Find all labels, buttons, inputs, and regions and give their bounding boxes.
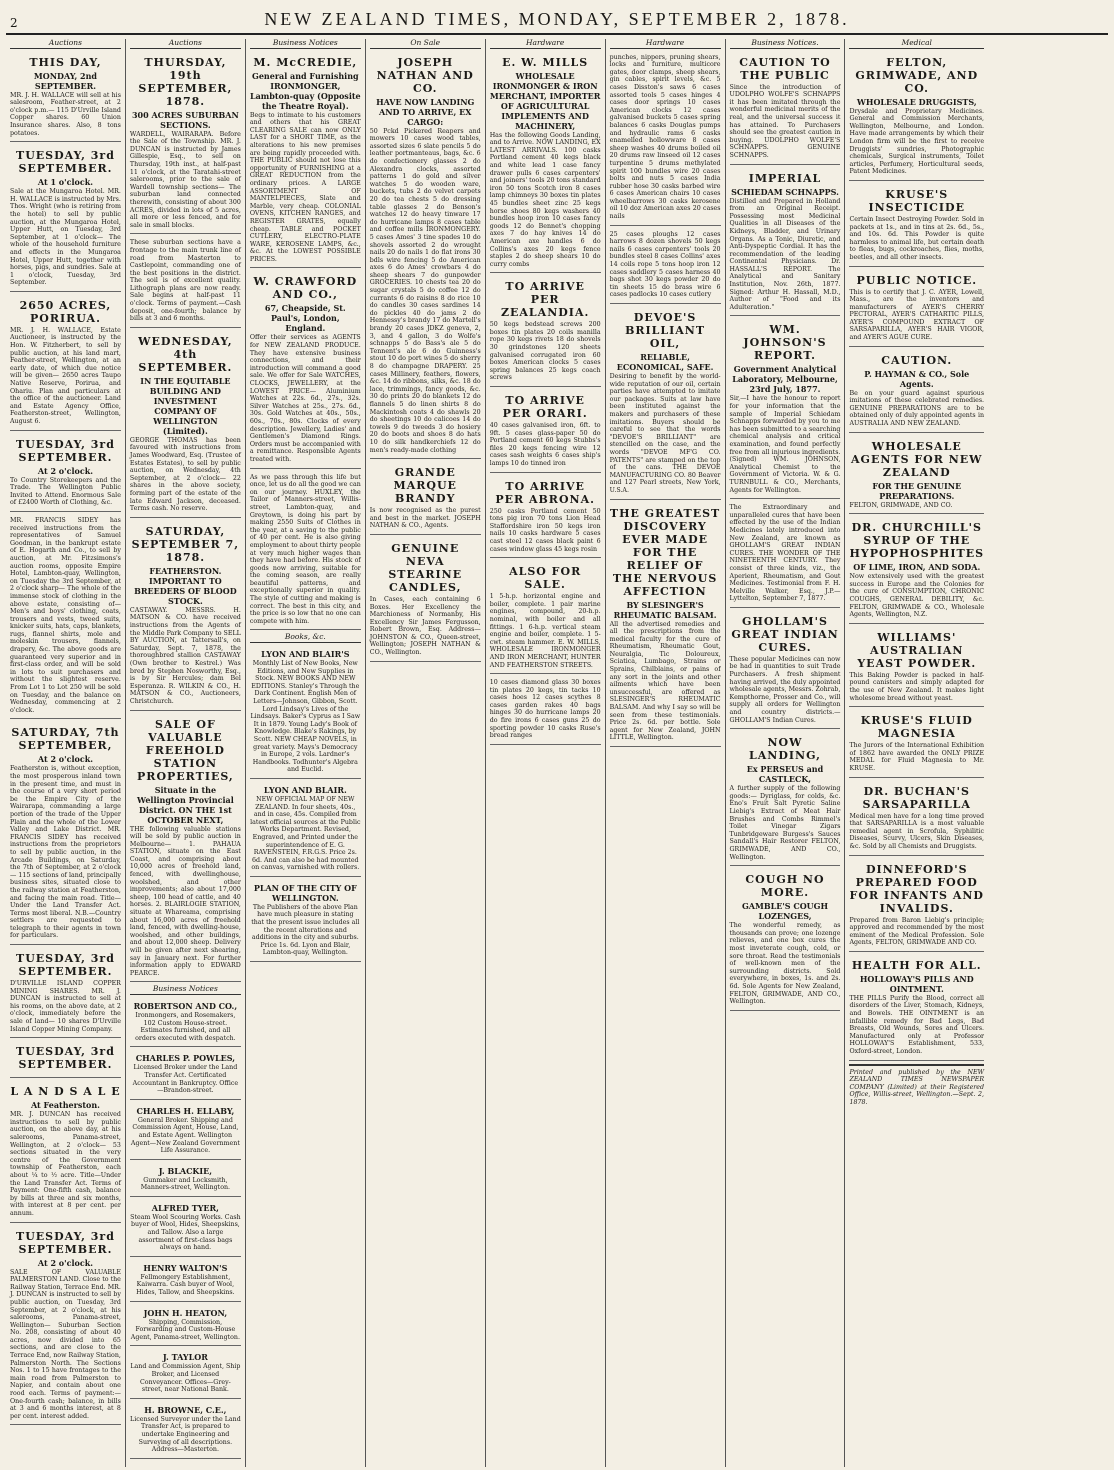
ad-subtitle: SCHIEDAM SCHNAPPS. [731, 186, 839, 197]
notice-item [130, 1200, 241, 1257]
advertisement [490, 52, 601, 274]
ad-title: 2650 ACRES, PORIRUA. [19, 298, 112, 325]
ad-body: punches, nippers, pruning shears, locks and furniture, multicore gates, door clamps, sheep shears, gin cables, spirit levels, &c. 5 cases Disston's saws 6 cases assorted tools 5 cases hinges 4 cases door springs 10 cases American clocks 12 cases galvanised buckets 5 cases spring balances 6 casks Douglas pumps and hydraulic rams 6 casks enamelled hollowware 8 cases sheep washes 40 drums boiled oil 20 drums raw linseed oil 12 cases turpentine 5 drums methylated spirit 100 bundles wire 20 cases bolts and nuts 5 cases India rubber hose 30 casks barbed wire 6 cases American chairs 10 cases wheelbarrows 30 casks kerosene oil 10 doz American axes 20 cases nails [609, 53, 721, 221]
advertisement [370, 52, 481, 460]
ad-title: CAUTION. [881, 353, 953, 367]
imprint: Printed and published by the NEW ZEALAND TIMES NEWSPAPER COMPANY (Limited) at their Registered Office, Willis-street, Wellington.—Sept. 2, 1878. [849, 1068, 985, 1106]
advertisement [730, 732, 841, 866]
ad-body: Is now recognised as the purest and best in the market. JOSEPH NATHAN & CO., Agents. [369, 507, 481, 530]
notice-description: NEW OFFICIAL MAP OF NEW ZEALAND. In four sheets, 40s., and in case, 45s. Compiled from latest official sources at the Public Works Department. Revised, Engraved, and Printed under the superintendence of E. G. RAVENSTEIN, F.R.G.S. Price 2s. 6d. And can also be had mounted on canvas, varnished with rollers. [250, 795, 361, 872]
advertisement [130, 331, 241, 518]
column-heading: Hardware [490, 39, 601, 49]
advertisement [730, 611, 841, 729]
ad-body: To Country Storekeepers and the Trade. The Wellington Public Invited to Attend. Enormous Sale of £2400 Worth of Clothing, &c. [10, 476, 121, 507]
notice-name: LYON AND BLAIR'S [261, 649, 350, 660]
ad-subtitle: HAVE NOW LANDING AND TO ARRIVE, EX CARGO: [376, 96, 475, 127]
advertisement [849, 436, 984, 515]
ad-body: Medical men have for a long time proved that SARSAPARILLA is a most valuable remedial agent in Scrofula, Syphilitic Diseases, Scurvy, Ulcers, Skin Diseases, &c. Sold by all Chemists and Druggists. [849, 812, 985, 850]
ad-title: IMPERIAL [748, 171, 822, 185]
newspaper-column [845, 39, 988, 1467]
ad-title: KRUSE'S FLUID MAGNESIA [860, 714, 973, 741]
ad-body: All the advertised remedies and all the prescriptions from the medical faculty for the cure of Rheumatism, Rheumatic Gout, Neuralgia, Tic Doloureux, Sciatica, Lumbago, Strains or Sprains, Chilblains, or pains of any sort in the joints and other ailments which have been unsuccessful, are offered as SLESINGER'S RHEUMATIC BALSAM. And why I say so will be seen from these testimonials. Price 2s. 6d. per bottle. Sole agent for New Zealand, JOHN LITTLE, Wellington. [609, 620, 721, 742]
ad-body: MR. FRANCIS SIDEY has received instructions from the representatives of Samuel Goodman, in the bankrupt estate of E. Hogarth and Co., to sell by auction, at Mr. Fitzsimons's auction rooms, opposite Empire Hotel, Lambton-quay, Wellington, on Tuesday the 3rd September, at 2 o'clock sharp— The whole of the immense stock of clothing in the above estate, consisting of— Men's and boys' clothing, coats, trousers and vests, tweed suits, knicker suits, hats, caps, blankets, rugs, flannel shirts, mole and moleskin trousers, flannels, drapery, &c. The above goods are guaranteed very superior and in first-class order, and will be sold in lots to suit purchasers and without the slightest reserve. From Lot 1 to Lot 250 will be sold on Tuesday, and the balance on Wednesday, commencing at 2 o'clock. [10, 516, 121, 714]
notice-item [130, 1103, 241, 1160]
ad-body: 250 casks Portland cement 50 tons pig iron 70 tons Lion Head Staffordshire iron 50 kegs iron nails 10 casks hardware 5 cases cast steel 12 cases black paint 6 cases window glass 45 kegs rosin [489, 507, 601, 553]
notice-item [250, 880, 361, 962]
ad-title: DR. BUCHAN'S SARSAPARILLA [862, 784, 971, 811]
ad-body: 10 cases diamond glass 30 boxes tin plates 20 kegs, tin tacks 10 cases hoes 12 cases scythes 8 cases garden rakes 40 bags hinges 30 do hurricane lamps 20 do fire irons 6 cases guns 25 do sporting powder 10 casks Ruse's bread ranges [489, 679, 601, 740]
ad-title: THURSDAY, 19th SEPTEMBER, 1878. [138, 55, 233, 108]
notice-name: ALFRED TYER, [151, 1202, 219, 1213]
ad-body: As we pass through this life but once, let us do all the good we can on our journey. HUXLEY, the Tailor of Manners-street, Willis-street, Lambton-quay, and Greytown, is doing his part by making 2550 Suits of Clothes in the year, at a saving to the public of 40 per cent. He is also giving employment to about thirty people at very much higher wages than they have had before. His stock of goods now arriving, suitable for the coming season, are really beautiful patterns, and exceptionally superior in quality. The style of cutting and making is correct. The best in this city, and the price is so low that no one can compete with him. [249, 473, 361, 625]
newspaper-column [126, 39, 246, 1467]
advertisement [370, 538, 481, 662]
advertisement [10, 1081, 121, 1222]
notice-name: J. BLACKIE, [158, 1165, 213, 1176]
ad-subtitle: GAMBLE'S COUGH LOZENGES, [741, 901, 829, 922]
ad-body: Desiring to benefit by the world-wide reputation of our oil, certain parties have attempted to imitate our packages. Suits at law have been instituted against the makers and purchasers of these imitations. Buyers should be careful to see that the words "DEVOE'S BRILLIANT" are stencilled on the case, and the words "DEVOE MF'G CO. PATENTS" are stamped on the top of the cans. THE DEVOE MANUFACTURING CO. 80 Beaver and 127 Pearl streets, New York, U.S.A. [609, 373, 721, 494]
advertisement [849, 517, 984, 624]
ad-title: ALSO FOR SALE. [509, 565, 582, 592]
notice-description: Land and Commission Agent, Ship Broker, and Licensed Conveyancer. Offices—Grey-street, near National Bank. [130, 1363, 241, 1394]
ad-body: 1 5-h.p. horizontal engine and boiler, complete. 1 pair marine engines, compound, 20-h.p. nominal, with boiler and all fittings. 1 6-h.p. vertical steam engine and boiler, complete. 1 5-cwt. steam hammer. E. W. MILLS, WHOLESALE IRONMONGER AND IRON MERCHANT, HUNTER AND FEATHERSTON STREETS. [489, 593, 601, 669]
ad-subtitle: RELIABLE, ECONOMICAL, SAFE. [616, 352, 714, 372]
ad-title: E. W. MILLS [502, 55, 589, 69]
ad-title: SATURDAY, SEPTEMBER 7, 1878. [131, 524, 240, 564]
ad-subtitle: WHOLESALE DRUGGISTS, [856, 96, 977, 107]
notice-item [130, 1402, 241, 1459]
ad-body: Distilled and Prepared in Holland from an Original Receipt. Possessing most Medicinal Qualities in all Diseases of the Kidneys, Bladder, and Urinary Organs. As a Tonic, Diuretic, and Anti-Dyspeptic Cordial. It has the recommendation of the leading Continental Physicians. Dr. HASSALL'S REPORT. The Analytical and Sanitary Institution, Nov. 26th, 1877. Signed: Arthur H. Hassall, M.D., Author of "Food and its Adulteration." [729, 197, 841, 311]
notice-item [130, 1349, 241, 1398]
ad-subtitle: FOR THE GENUINE PREPARATIONS. [872, 480, 962, 501]
notice-description: The Publishers of the above Plan have much pleasure in stating that the present issue includes all the recent alterations and additions in the city and suburbs. Price 1s. 6d. Lyon and Blair, Lambton-quay, Wellington. [251, 903, 360, 957]
ad-subtitle: 300 ACRES SUBURBAN SECTIONS. [131, 109, 239, 130]
ad-body: 25 cases ploughs 12 cases harrows 8 dozen shovels 50 kegs nails 6 cases carpenters' tools 20 bundles steel 8 cases Collins' axes 14 coils rope 5 tons hoop iron 12 cases saddlery 5 cases harness 40 bags shot 30 kegs powder 20 do tin sheets 15 do brass wire 6 cases padlocks 10 cases cutlery [609, 230, 721, 299]
advertisement [10, 295, 121, 431]
notice-item [130, 1260, 241, 1302]
ad-body: THE following valuable stations will be sold by public auction in Melbourne— 1. PAHAUA STATION, situate on the East Coast, and comprising about 10,000 acres of freehold land, fenced, with dwellinghouse, woolshed, and other improvements; also about 17,000 sheep, 100 head of cattle, and 40 horses. 2. BLAIRLOGIE STATION, situate at Whareama, comprising about 16,000 acres of freehold land, fenced, with dwelling-house, woolshed, and other buildings, and about 12,000 sheep. Delivery will be given after next shearing, say in January next. For further information apply to EDWARD PEARCE. [129, 825, 241, 977]
ad-subtitle: At 1 o'clock. [37, 177, 94, 188]
advertisement [490, 677, 601, 745]
column-heading: Auctions [10, 39, 121, 49]
ad-body: SALE OF VALUABLE PALMERSTON LAND. Close to the Railway Station, Terrace End. MR. J. DUNCAN is instructed to sell by public auction, on Tuesday, 3rd September, at 2 o'clock, at his salerooms, Panama-street, Wellington— Suburban Section No. 208, consisting of about 40 acres, now divided into 65 sections, and are close to the Terrace End, now Railway Station, Palmerston North. The Sections Nos. 1 to 15 have frontages to the main road from Palmerston to Napier, and contain about one rood each. Terms of payment:—One-fourth cash; balance, in bills at 3 and 6 months interest, at 8 per cent. interest added. [10, 1268, 121, 1420]
column-heading: Auctions [130, 39, 241, 49]
advertisement [730, 52, 841, 165]
ad-title: M. McCREDIE, [253, 55, 358, 69]
ad-subtitle: 67, Cheapside, St. Paul's, London, England. [264, 303, 346, 334]
ad-subtitle: IN THE EQUITABLE BUILDING AND INVESTMENT COMPANY OF WELLINGTON (Limited). [140, 375, 231, 436]
ad-subtitle: P. HAYMAN & CO., Sole Agents. [864, 368, 970, 389]
advertisement [730, 869, 841, 1011]
ad-body: Sir,—I have the honour to report for your information that the sample of Imperial Schiedam Schnapps forwarded by you to me has been submitted to a searching chemical analysis and critical examination, and found perfectly free from all injurious ingredients. (Signed) WM. JOHNSON, Analytical Chemist to the Government of Victoria. W. & G. TURNBULL & CO., Merchants, Agents for Wellington. [729, 395, 841, 494]
notice-item [130, 1163, 241, 1197]
column-heading: Business Notices [250, 39, 361, 49]
notice-name: JOHN H. HEATON, [143, 1307, 228, 1318]
column-heading: Medical [849, 39, 984, 49]
ad-body: WARDELL, WAIRARAPA. Before the Sale of the Township. MR. J. DUNCAN is instructed by James Gillespie, Esq., to sell on Thursday, 19th inst., at half-past 11 o'clock, at the Taratahi-street salerooms, prior to the sale of Wardell township sections— The suburban land connected therewith, consisting of about 300 ACRES, divided in lots of 5 acres, all more or less fenced, and for sale in small blocks. [129, 130, 241, 229]
advertisement [490, 390, 601, 473]
advertisement [490, 476, 601, 559]
ad-title: L A N D S A L E [10, 1085, 121, 1099]
notice-description: Ironmongers, and Rosemakers, 102 Custom House-street. Estimates furnished, and all orders executed with despatch. [135, 1011, 236, 1042]
notice-item [130, 1050, 241, 1099]
ad-subtitle: WHOLESALE IRONMONGER & IRON MERCHANT, IMPORTER OF AGRICULTURAL IMPLEMENTS AND MACHINERY, [489, 70, 601, 131]
column-heading: On Sale [370, 39, 481, 49]
ad-subtitle: Ex PERSEUS and CASTLECK, [746, 764, 824, 785]
ad-title: THIS DAY, [29, 55, 102, 69]
notice-name: HENRY WALTON'S [143, 1262, 228, 1273]
newspaper-column [6, 39, 126, 1467]
newspaper-title: NEW ZEALAND TIMES, MONDAY, SEPTEMBER 2, 1878. [264, 9, 850, 29]
advertisement [130, 237, 241, 328]
ad-title: KRUSE'S INSECTICIDE [868, 187, 965, 214]
ad-body: 50 Pckd Pickered Reapers and mowers 10 cases wood tables, assorted sizes 6 slate pencils 5 do leather portmanteaus, bags, &c. 6 do confectionery glasses 2 do Alexandra clocks, assorted patterns 1 do gold and silver watches 5 do wooden ware, buckets, tubs 2 do velvet carpets 20 do tea chests 5 do dressing table glasses 2 do Benson's watches 12 do heavy tinware 17 do hurricane lamps 8 cases table and coffee mills IRONMONGERY. 5 cases Ames' 3 tine spades 10 do shovels assorted 2 do wrought nails 20 do nails 1 do flat irons 30 bdls wire fencing 5 do American axes 6 do Ames' crowbars 4 do sheep shears 7 do gunpowder GROCERIES. 10 chests tea 20 do sugar crystals 5 do coffee 12 do currants 6 do raisins 8 do rice 10 do candles 30 cases sardines 14 do pickles 40 do jams 2 do Hennessy's brandy 17 do Martell's brandy 20 cases JDKZ geneva, 2, 3, and 4 gallon, 3 do Wolfe's schnapps 5 do Bass's ale 5 do Tennent's ale 6 do Guinness's stout 10 do port wines 5 do sherry 8 do champagne DRAPERY. 25 cases Millinery, feathers, flowers, &c. 14 do ribbons, silks, &c. 18 do lace, trimmings, fancy goods, &c. 30 do prints 20 do blankets 12 do flannels 5 do linen shirts 8 do Mackintosh coats 4 do shawls 20 do sheetings 10 do calicoes 14 do towels 9 do tweeds 3 do hosiery 20 do boots and shoes 8 do hats 10 do silk handkerchiefs 12 do men's ready-made clothing [369, 127, 481, 454]
advertisement [730, 319, 841, 499]
ad-title: SATURDAY, 7th SEPTEMBER, [11, 726, 120, 753]
ad-subtitle: At 2 o'clock. [37, 754, 94, 765]
newspaper-column [486, 39, 606, 1467]
advertisement [250, 271, 361, 468]
ad-body: This Baking Powder is packed in half-pound canisters and simply adapted for the use of New Zealand. It makes light wholesome bread without yeast. [849, 671, 985, 702]
notice-description: Shipping, Commission, Forwarding and Custom-House Agent, Panama-street, Wellington. [130, 1318, 240, 1341]
notice-item [250, 782, 361, 877]
advertisement [610, 229, 721, 304]
notice-name: LYON AND BLAIR. [263, 784, 347, 795]
advertisement [10, 722, 121, 945]
ad-subtitle: General and Furnishing IRONMONGER, Lambton-quay (Opposite the Theatre Royal). [249, 70, 361, 111]
ad-body: Be on your guard against spurious imitations of these celebrated remedies. GENUINE PREPARATIONS are to be obtained only of duly appointed agents in AUSTRALIA AND NEW ZEALAND. [849, 389, 985, 428]
column-heading: Hardware [610, 39, 721, 49]
notice-name: ROBERTSON AND CO., [133, 1000, 238, 1011]
newspaper-column [606, 39, 726, 1467]
ad-subtitle: OF LIME, IRON, AND SODA. [853, 562, 981, 573]
ad-body: These suburban sections have a frontage to the main trunk line of road from Masterton to Castlepoint, commanding one of the best positions in the district. The soil is of excellent quality. Lithograph plans are now ready. Sale begins at half-past 11 o'clock. Terms of payment.—Cash deposit, one-fourth; balance by bills at 3 and 6 months. [129, 239, 241, 323]
advertisement [10, 52, 121, 143]
column-heading: Business Notices. [730, 39, 841, 49]
ad-body: Now extensively used with the greatest success in Europe and the Colonies for the cure of CONSUMPTION, CHRONIC COUGHS, GENERAL DEBILITY, &c. FELTON, GRIMWADE & CO., Wholesale Agents, Wellington, N.Z. [849, 573, 985, 619]
imprint-rule [849, 1064, 984, 1066]
newspaper-column [726, 39, 846, 1467]
advertisement [730, 502, 841, 608]
notice-name: J. TAYLOR [162, 1352, 208, 1363]
advertisement [10, 1041, 121, 1078]
ad-title: TUESDAY, 3rd SEPTEMBER. [16, 1229, 115, 1256]
newspaper-column [366, 39, 486, 1467]
notice-description: Licensed Surveyor under the Land Transfer Act, is prepared to undertake Engineering and Surveying of all descriptions. Address—Masterton. [130, 1415, 241, 1454]
ad-title: TUESDAY, 3rd SEPTEMBER. [16, 1045, 115, 1072]
advertisement [130, 521, 241, 711]
ad-title: WEDNESDAY, 4th SEPTEMBER. [138, 334, 233, 374]
advertisement [849, 859, 984, 952]
ad-title: FELTON, GRIMWADE, AND CO. [855, 55, 979, 95]
ad-body: Featherston is, without exception, the most prosperous inland town in the present time, and must in the course of a very short period be the Empire City of the Wairarapa, commanding a large portion of the trade of the Upper Plain and the whole of the Lower Valley and Lake District. MR. FRANCIS SIDEY has received instructions from the proprietors to sell by public auction, in the Arcade Buildings, on Saturday, the 7th of September, at 2 o'clock— 115 sections of land, principally business sites, situated close to the railway station at Featherston, and facing the main road. Title—Under the Land Transfer Act. Terms most liberal. N.B.—Country settlers are requested to telegraph to their agents in town for particulars. [10, 765, 121, 940]
ad-body: The Extraordinary and unparalleled cures that have been effected by the use of the Indian Medicines lately introduced into New Zealand, are known as GHOLLAM'S GREAT INDIAN CURES. THE WONDER OF THE NINETEENTH CENTURY. They consist of three kinds, viz., the Aperient, Rheumatism, and Gout Medicines. Testimonial from F. H. Melville Walker, Esq., J.P.— Lyttelton, September 7, 1877. [729, 504, 841, 603]
notice-description: Steam Wool Scouring Works. Cash buyer of Wool, Hides, Sheepskins, and Tallow. Also a large assortment of first-class bags always on hand. [130, 1213, 241, 1252]
ad-subtitle: At Featherston. [30, 1100, 100, 1111]
ad-subtitle: At 2 o'clock. [37, 465, 94, 476]
ad-title: PUBLIC NOTICE. [856, 273, 978, 287]
ad-title: SALE OF VALUABLE FREEHOLD STATION PROPERTIES, [137, 717, 234, 783]
page-number: 2 [10, 16, 18, 30]
notice-name: PLAN OF THE CITY OF WELLINGTON. [253, 882, 357, 903]
ad-body: D'URVILLE ISLAND COPPER MINING SHARES. MR. J. DUNCAN is instructed to sell at his rooms, on the above date, at 2 o'clock, immediately before the sale of land— 10 shares D'Urville Island Copper Mining Company. [10, 980, 121, 1033]
ad-title: TUESDAY, 3rd SEPTEMBER. [16, 149, 115, 176]
ad-title: DEVOE'S BRILLIANT OIL, [625, 311, 706, 350]
ad-body: Certain Insect Destroying Powder. Sold in packets at 1s., and in tins at 2s. 6d., 5s., and 10s. 6d. This Powder is quite harmless to animal life, but certain death to fleas, bugs, cockroaches, flies, moths, beetles, and all other insects. [849, 215, 985, 261]
ad-title: COUGH NO MORE. [745, 873, 825, 900]
notice-name: H. BROWNE, C.E., [144, 1404, 227, 1415]
notice-description: Licensed Broker under the Land Transfer Act. Certificated Accountant in Bankruptcy. Office—Brandon-street. [132, 1064, 239, 1095]
ad-title: W. CRAWFORD AND CO., [253, 275, 358, 302]
ad-body: 40 cases galvanised iron, 6ft. to 9ft. 5 cases glass-paper 50 do Portland cement 60 kegs Stubbs's files 20 kegs fencing wire 12 cases sash weights 6 cases ship's lamps 10 do tinned iron [489, 422, 601, 467]
ad-title: GHOLLAM'S GREAT INDIAN CURES. [731, 614, 839, 654]
advertisement [610, 503, 721, 748]
ad-title: JOSEPH NATHAN AND CO. [376, 55, 474, 95]
advertisement [370, 462, 481, 535]
ad-body: Begs to intimate to his customers and others that his GREAT CLEARING SALE can now ONLY LAST for a SHORT TIME, as the alterations to his new premises are being rapidly proceeded with. THE PUBLIC should not lose this opportunity of FURNISHING at a GREAT REDUCTION from the ordinary prices. A LARGE ASSORTMENT OF MANTELPIECES, Slate and Marble, very cheap. COLONIAL OVENS, KITCHEN RANGES, and REGISTER GRATES, equally cheap. TABLE and POCKET CUTLERY, ELECTRO-PLATE WARE, KEROSENE LAMPS, &c., &c. At the LOWEST POSSIBLE PRICES. [249, 111, 361, 263]
advertisement [10, 948, 121, 1038]
notice-name: CHARLES H. ELLABY, [136, 1105, 235, 1116]
ad-body: MR. J. H. WALLACE will sell at his salesroom, Feather-street, at 2 o'clock p.m.— 115 D'Urville Island Copper shares. 60 Union Insurance shares. Also, 8 tons potatoes. [10, 91, 121, 137]
ad-title: GRANDE MARQUE BRANDY [393, 466, 457, 506]
notice-item [250, 646, 361, 779]
section-heading: Books, &c. [250, 633, 361, 643]
ad-title: GENUINE NEVA STEARINE CANDLES, [388, 541, 463, 594]
ad-body: MR. J. DUNCAN has received instructions to sell by public auction, on the above day, at his salerooms, Panama-street, Wellington, at 2 o'clock— 53 sections situated in the very centre of the Government township of Featherston, each about ¼ to ½ acre. Title—Under the Land Transfer Act. Terms of Payment: One-fifth cash, balance by bills at three and six months, with interest at 8 per cent. per annum. [10, 1111, 121, 1217]
ad-title: DINNEFORD'S PREPARED FOOD FOR INFANTS AND INVALIDS. [849, 862, 984, 915]
ad-body: The wonderful remedy, as thousands can prove; one lozenge relieves, and one box cures the most inveterate cough, cold, or sore throat. Read the testimonials of well-known men of the surrounding districts. Sold everywhere, in boxes, 1s. and 2s. 6d. Sole Agents for New Zealand, FELTON, GRIMWADE, AND CO., Wellington. [729, 922, 841, 1006]
advertisement [849, 350, 984, 433]
columns-grid [6, 39, 1108, 1467]
ad-title: TUESDAY, 3rd SEPTEMBER. [16, 437, 115, 464]
advertisement [849, 184, 984, 267]
ad-body: GEORGE THOMAS has been favoured with instructions from James Woodward, Esq. (Trustee of Estates Estates), to sell by public auction, on Wednesday, 4th September, at 2 o'clock— 22 shares in the above society, forming part of the estate of the late Edward Jackson, deceased. Terms cash. No reserve. [129, 436, 241, 513]
ad-body: FELTON, GRIMWADE, AND CO. [849, 501, 953, 509]
ad-title: TO ARRIVE PER ORARI. [502, 394, 588, 421]
ad-title: NOW LANDING, [749, 736, 821, 763]
ad-subtitle: HOLLOWAY'S PILLS AND OINTMENT. [859, 973, 974, 994]
notice-description: Gunmaker and Locksmith, Manners-street, Wellington. [140, 1176, 231, 1192]
ad-body: Drysdale and Proprietary Medicines. General and Commission Merchants, Wellington, Melbourne, and London. Have made arrangements by which their London firm will be the first to receive Druggists' sundries, Photographic chemicals, Surgical instruments, Toilet articles, Perfumery, Horticultural seeds, Patent Medicines. [849, 107, 985, 176]
advertisement [10, 515, 121, 719]
advertisement [490, 276, 601, 387]
ad-subtitle: Situate in the Wellington Provincial District. ON THE 1st OCTOBER NEXT, [136, 784, 234, 825]
ad-title: TUESDAY, 3rd SEPTEMBER. [16, 952, 115, 979]
ad-subtitle: MONDAY, 2nd SEPTEMBER. [33, 70, 98, 91]
section-heading: Business Notices [130, 985, 241, 995]
ad-body: A further supply of the following goods:— Dyriglass, for colds, &c. Eno's Fruit Salt Pyretic Saline Liebig's Extract of Meat Hair Brushes and Combs Rimmel's Toilet Vinegar Zigars Tunbridgeware Burgess's Sauces Sandall's Hair Restorer FELTON, GRIMWADE, AND CO., Wellington. [729, 785, 841, 861]
ad-body: MR. J. H. WALLACE, Estate Auctioneer, is instructed by the Hon. W. Fitzherbert, to sell by public auction, at his land mart, Feather-street, Wellington, at an early date, of which due notice will be given— 2650 acres Taupo Native Reserve, Porirua, and Ohariu. Plan and particulars at the office of the auctioneer. Land and Estate Agency Office, Featherston-street, Wellington, August 6. [10, 326, 121, 425]
advertisement [10, 434, 121, 512]
ad-subtitle: Government Analytical Laboratory, Melbourne, 23rd July, 1877. [732, 364, 838, 395]
advertisement [849, 270, 984, 347]
advertisement [849, 781, 984, 856]
ad-body: In Cases, each containing 6 Boxes. Her Excellency the Marchioness of Normanby, His Excellency Sir James Fergusson, Robert Brown, Esq. Address—JOHNSTON & CO., Queen-street, Wellington; JOSEPH NATHAN & CO., Wellington. [369, 595, 481, 657]
ad-body: This is to certify that J. C. AYER, Lowell, Mass., are the inventors and manufacturers of AYER'S CHERRY PECTORAL, AYER'S CATHARTIC PILLS, AYER'S COMPOUND EXTRACT OF SARSAPARILLA, AYER'S HAIR VIGOR, and AYER'S AGUE CURE. [849, 288, 985, 342]
ad-title: TO ARRIVE PER ABRONA. [495, 479, 595, 506]
ad-title: WM. JOHNSON'S REPORT. [743, 323, 827, 363]
ad-body: Offer their services as AGENTS for NEW ZEALAND PRODUCE. They have extensive business connections, and their introduction will command a good sale. We offer for Sale WATCHES, CLOCKS, JEWELLERY, at the LOWEST PRICE— Aluminium Watches at 22s. 6d., 27s., 32s. Silver Watches at 25s., 27s. 6d., 30s. Gold Watches at 40s., 50s., 60s., 70s., 80s. Clocks of every description. Jewellery, Ladies' and Gentlemen's Diamond Rings. Orders must be accompanied with a remittance. Responsible Agents treated with. [249, 334, 361, 463]
advertisement [610, 307, 721, 500]
advertisement [130, 714, 241, 983]
notice-item [130, 1305, 241, 1347]
advertisement [610, 52, 721, 226]
ad-body: Sale at the Mungaroa Hotel. MR. H. WALLACE is instructed by Mrs. Thos. Wright (who is retiring from the hotel) to sell by public auction, at the Mungaroa Hotel, Upper Hutt, on Tuesday, 3rd September, at 1 o'clock— The whole of the household furniture and effects in the Mungaroa Hotel, Upper Hutt, together with horses, pigs, and sundries. Sale at 1 o'clock, Tuesday, 3rd September. [10, 188, 121, 287]
advertisement [730, 168, 841, 317]
ad-body: CASTAWAY. MESSRS. H. MATSON & CO. have received instructions from the Agents of the Middle Park Company to SELL BY AUCTION, at Tattersall's, on Saturday, Sept. 7, 1878, the thoroughbred stallion CASTAWAY (Own brother to Kestrel.) Was bred by Stephen Nosworthy, Esq., is by Sir Hercules; dam Bel Esperanza. R. WILKIN & CO., H. MATSON & CO., Auctioneers, Christchurch. [129, 606, 241, 705]
ad-title: HEALTH FOR ALL. [851, 958, 982, 972]
advertisement [490, 561, 601, 674]
advertisement [130, 52, 241, 235]
advertisement [849, 627, 984, 707]
newspaper-column [246, 39, 366, 1467]
ad-title: CAUTION TO THE PUBLIC [739, 55, 831, 82]
notice-description: Fellmongery Establishment, Kaiwarra. Cash buyer of Wool, Hides, Tallow, and Sheepskins. [136, 1273, 235, 1297]
advertisement [250, 472, 361, 631]
notice-description: Monthly List of New Books, New Editions, and New Supplies in Stock. NEW BOOKS AND NEW EDITIONS. Stanley's Through the Dark Continent. English Men of Letters—Johnson, Gibbon, Scott. Lord Lindsay's Lives of the Lindsays. Baker's Cyprus as I Saw It in 1879. Young Lady's Book of Knowledge. Blake's Rakings, by Scott. NEW CHEAP NOVELS, in great variety. Mays's Democracy in Europe, 2 vols. Lardner's Handbooks. Todhunter's Algebra and Euclid. [250, 660, 361, 774]
advertisement [10, 1226, 121, 1426]
ad-body: The Jurors of the International Exhibition of 1862 have awarded the ONLY PRIZE MEDAL for Fluid Magnesia to Mr. KRUSE. [849, 742, 985, 772]
ad-title: DR. CHURCHILL'S SYRUP OF THE HYPOPHOSPHITES [849, 521, 985, 561]
ad-body: Prepared from Baron Liebig's principle; approved and recommended by the most eminent of the Medical Profession. Sole Agents, FELTON, GRIMWADE AND CO. [849, 916, 985, 947]
notice-name: CHARLES P. POWLES, [135, 1053, 236, 1064]
ad-title: THE GREATEST DISCOVERY EVER MADE FOR THE RELIEF OF THE NERVOUS AFFECTION [609, 506, 721, 598]
ad-body: These popular Medicines can now be had in quantities to suit Trade Purchasers. A fresh shipment having arrived, the duly appointed wholesale agents, Messrs. Zohrab, Kempthorne, Prosser and Co., will supply all orders for Wellington and country districts.—GHOLLAM'S Indian Cures. [729, 655, 841, 724]
advertisement [10, 145, 121, 292]
notice-description: General Broker. Shipping and Commission Agent, House, Land, and Estate Agent. Wellington Agent—New Zealand Government Life Assurance. [130, 1116, 240, 1155]
ad-title: WHOLESALE AGENTS FOR NEW ZEALAND [851, 439, 983, 479]
ad-title: TO ARRIVE PER ZEALANDIA. [500, 280, 590, 320]
ad-body: 50 kegs bedstead screws 200 boxes tin plates 20 coils manilla rope 30 kegs rivets 18 do shovels 30 grindstones 120 sheets galvanised corrugated iron 60 boxes American clocks 5 cases spring balances 25 kegs coach screws [489, 321, 601, 382]
notice-item [130, 998, 241, 1047]
ad-title: WILLIAMS' AUSTRALIAN YEAST POWDER. [857, 630, 977, 670]
ad-subtitle: At 2 o'clock. [37, 1257, 94, 1268]
ad-subtitle: FEATHERSTON. IMPORTANT TO BREEDERS OF BLOOD STOCK. [134, 565, 237, 606]
advertisement [849, 955, 984, 1061]
advertisement [849, 52, 984, 181]
ad-subtitle: BY SLESINGER'S RHEUMATIC BALSAM. [613, 599, 717, 620]
masthead [6, 8, 1108, 35]
ad-body: Since the introduction of UDOLPHO WOLFE'S SCHNAPPS it has been imitated through the wonderful medicinal merits of the real, and the universal success it has attained. To Purchasers should see the greatest caution in buying. UDOLPHO WOLFE'S SCHNAPPS. GENUINE SCHNAPPS. [729, 83, 841, 159]
ad-body: Has the following Goods Landing, and to Arrive. NOW LANDING, EX LATEST ARRIVALS. 100 casks Portland cement 40 kegs black and white lead 1 case fancy drawer pulls 6 cases carpenters' and joiners' tools 20 tons standard iron 50 tons Scotch iron 8 cases lamp chimneys 30 boxes tin plates 45 bundles sheet zinc 25 kegs horse shoes 80 kegs washers 40 bundles hoop iron 10 cases fancy goods 12 do Bennet's chopping axes 7 do hay knives 14 do American axe handles 6 do Collins's axes 20 kegs fence staples 2 do sheep shears 10 do curry combs [489, 131, 601, 268]
ad-body: THE PILLS Purify the Blood, correct all disorders of the Liver, Stomach, Kidneys, and Bowels. THE OINTMENT is an infallible remedy for Bad Legs, Bad Breasts, Old Wounds, Sores and Ulcers. Manufactured only at Professor HOLLOWAY'S Establishment, 533, Oxford-street, London. [849, 994, 985, 1056]
advertisement [250, 52, 361, 269]
advertisement [849, 710, 984, 777]
